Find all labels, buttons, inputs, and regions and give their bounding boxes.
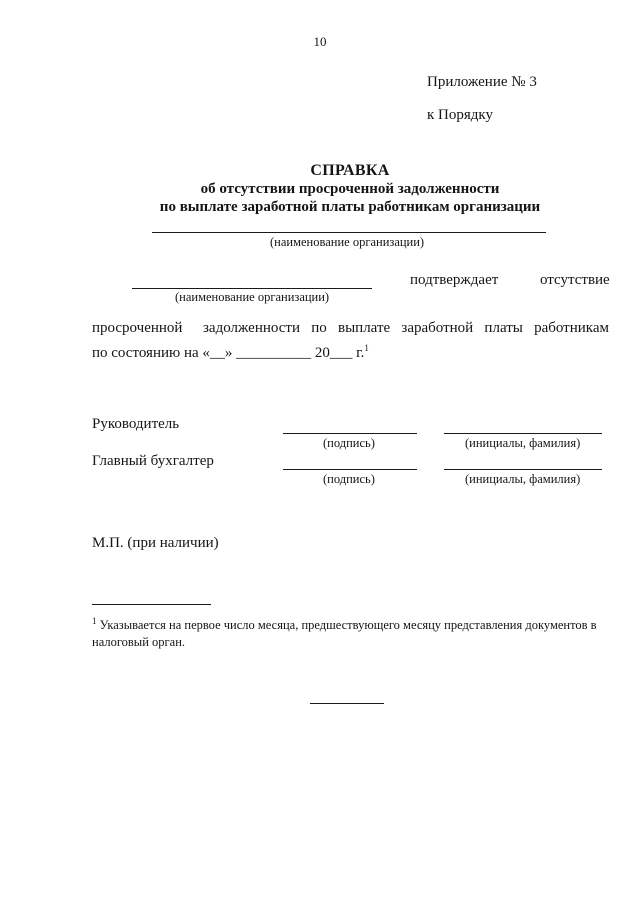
- page-number: 10: [313, 34, 327, 49]
- director-name-line: [444, 433, 602, 434]
- body-text-line-1: задолженности по выплате заработной платы работникам: [203, 320, 609, 336]
- document-subtitle-line-1: об отсутствии просроченной задолженности: [200, 181, 500, 197]
- director-signature-caption: (подпись): [323, 436, 375, 450]
- director-signature-line: [283, 433, 417, 434]
- org-name-line-1: [152, 232, 546, 233]
- footnote: [92, 617, 612, 651]
- stamp-place-label: М.П. (при наличии): [92, 535, 219, 551]
- role-director: Руководитель: [92, 416, 180, 432]
- end-of-document-line: [310, 703, 384, 704]
- footnote-text: Указывается на первое число месяца, предшествующего месяцу представления документов в налоговый орган.: [92, 618, 597, 649]
- org-name-line-2: [132, 288, 372, 289]
- accountant-name-line: [444, 469, 602, 470]
- org-name-caption-2: (наименование организации): [175, 290, 330, 304]
- confirm-word-1: подтверждает: [410, 272, 499, 288]
- accountant-name-caption: (инициалы, фамилия): [465, 472, 581, 486]
- accountant-signature-caption: (подпись): [323, 472, 375, 486]
- confirm-word-2: отсутствие: [540, 272, 610, 288]
- document-subtitle-line-2: по выплате заработной платы работникам организации: [159, 199, 541, 215]
- footnote-separator: [92, 604, 211, 605]
- body-word-1: просроченной: [92, 320, 183, 336]
- body-text-line-2: [92, 345, 369, 362]
- document-title: СПРАВКА: [310, 162, 390, 179]
- director-name-caption: (инициалы, фамилия): [465, 436, 581, 450]
- date-phrase: по состоянию на «__» __________ 20___ г.: [92, 345, 365, 361]
- org-name-caption-1: (наименование организации): [270, 235, 425, 249]
- appendix-reference: к Порядку: [427, 107, 493, 123]
- role-chief-accountant: Главный бухгалтер: [92, 453, 214, 469]
- appendix-label: Приложение № 3: [427, 74, 537, 90]
- accountant-signature-line: [283, 469, 417, 470]
- footnote-reference: 1: [364, 343, 369, 353]
- footnote-mark: 1: [92, 615, 97, 626]
